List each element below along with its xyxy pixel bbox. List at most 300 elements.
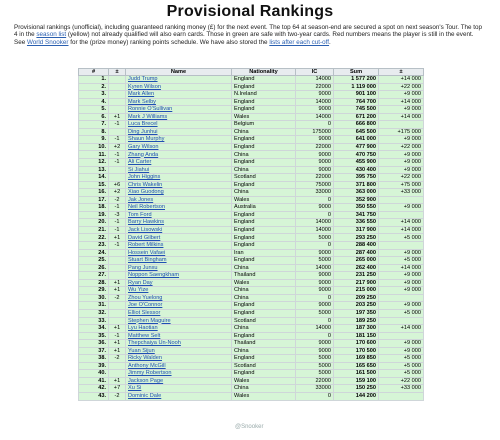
table-row <box>79 121 424 129</box>
sum-cell: 217 900 <box>334 279 379 287</box>
player-name-link[interactable]: Dominic Dale <box>126 392 232 400</box>
player-name-link[interactable]: Ronnie O'Sullivan <box>126 106 232 114</box>
diff-cell: +9 000 <box>379 204 424 212</box>
rank-cell: 37. <box>79 347 109 355</box>
ic-cell: 5000 <box>296 355 334 363</box>
ic-cell: 75000 <box>296 181 334 189</box>
player-name-link[interactable]: Joe O'Connor <box>126 302 232 310</box>
header-name[interactable]: Name <box>126 69 232 76</box>
table-row <box>79 279 424 287</box>
table-row <box>79 226 424 234</box>
table-body <box>79 76 424 401</box>
nationality-cell: England <box>232 136 296 144</box>
nationality-cell: England <box>232 98 296 106</box>
rank-cell: 7. <box>79 121 109 129</box>
sum-cell: 203 250 <box>334 302 379 310</box>
world-snooker-link[interactable]: World Snooker <box>26 38 69 46</box>
sum-cell: 764 700 <box>334 98 379 106</box>
player-name-link[interactable]: Stephen Maguire <box>126 317 232 325</box>
diff-cell: +9 000 <box>379 347 424 355</box>
nationality-cell: England <box>232 370 296 378</box>
rank-cell: 33. <box>79 317 109 325</box>
diff-cell: +9 000 <box>379 106 424 114</box>
rank-cell: 14. <box>79 174 109 182</box>
table-row <box>79 332 424 340</box>
change-cell <box>109 317 126 325</box>
ic-cell: 0 <box>296 196 334 204</box>
nationality-cell: England <box>232 332 296 340</box>
ic-cell: 22000 <box>296 143 334 151</box>
player-name-link[interactable]: Jack Lisowski <box>126 226 232 234</box>
sum-cell: 470 750 <box>334 151 379 159</box>
player-name-link[interactable]: Barry Hawkins <box>126 219 232 227</box>
player-name-link[interactable]: Stuart Bingham <box>126 257 232 265</box>
diff-cell: +5 000 <box>379 257 424 265</box>
sum-cell: 288 400 <box>334 242 379 250</box>
diff-cell <box>379 294 424 302</box>
nationality-cell: N.Ireland <box>232 91 296 99</box>
player-name-link[interactable]: Robert Milkins <box>126 242 232 250</box>
ic-cell: 5000 <box>296 370 334 378</box>
nationality-cell: China <box>232 189 296 197</box>
player-name-link[interactable]: Kyren Wilson <box>126 83 232 91</box>
sum-cell: 1 119 000 <box>334 83 379 91</box>
diff-cell: +22 000 <box>379 143 424 151</box>
player-name-link[interactable]: Thepchaiya Un-Nooh <box>126 340 232 348</box>
rank-cell: 32. <box>79 309 109 317</box>
sum-cell: 336 550 <box>334 219 379 227</box>
ic-cell: 33000 <box>296 385 334 393</box>
nationality-cell: Wales <box>232 113 296 121</box>
diff-cell: +5 000 <box>379 370 424 378</box>
change-cell: -1 <box>109 332 126 340</box>
rank-cell: 2. <box>79 83 109 91</box>
change-cell <box>109 249 126 257</box>
rank-cell: 36. <box>79 340 109 348</box>
nationality-cell: Belgium <box>232 121 296 129</box>
nationality-cell: China <box>232 151 296 159</box>
sum-cell: 209 250 <box>334 294 379 302</box>
nationality-cell: Scotland <box>232 362 296 370</box>
player-name-link[interactable]: John Higgins <box>126 174 232 182</box>
player-name-link[interactable]: Mark J Williams <box>126 113 232 121</box>
change-cell: -1 <box>109 242 126 250</box>
diff-cell: +5 000 <box>379 362 424 370</box>
ic-cell: 14000 <box>296 325 334 333</box>
rank-cell: 23. <box>79 242 109 250</box>
player-name-link[interactable]: Wu Yize <box>126 287 232 295</box>
diff-cell: +9 000 <box>379 136 424 144</box>
player-name-link[interactable]: Mark Selby <box>126 98 232 106</box>
sum-cell: 395 750 <box>334 174 379 182</box>
sum-cell: 169 850 <box>334 355 379 363</box>
rank-cell: 1. <box>79 76 109 84</box>
change-cell <box>109 257 126 265</box>
ic-cell: 9000 <box>296 302 334 310</box>
player-name-link[interactable]: Tom Ford <box>126 211 232 219</box>
rankings-table <box>78 68 424 401</box>
sum-cell: 161 500 <box>334 370 379 378</box>
sum-cell: 150 250 <box>334 385 379 393</box>
diff-cell: +14 000 <box>379 226 424 234</box>
ic-cell: 9000 <box>296 106 334 114</box>
table-row <box>79 219 424 227</box>
table-row <box>79 76 424 84</box>
table-header-row <box>79 69 424 76</box>
sum-cell: 645 500 <box>334 128 379 136</box>
ic-cell: 9000 <box>296 347 334 355</box>
change-cell <box>109 76 126 84</box>
diff-cell <box>379 121 424 129</box>
change-cell <box>109 264 126 272</box>
player-name-link[interactable]: Gary Wilson <box>126 143 232 151</box>
sum-cell: 265 000 <box>334 257 379 265</box>
header-sum[interactable]: Sum <box>334 69 379 76</box>
diff-cell: +14 000 <box>379 98 424 106</box>
table-row <box>79 196 424 204</box>
change-cell <box>109 362 126 370</box>
table-row <box>79 204 424 212</box>
sum-cell: 350 550 <box>334 204 379 212</box>
diff-cell: +9 000 <box>379 159 424 167</box>
change-cell: -1 <box>109 219 126 227</box>
ic-cell: 0 <box>296 317 334 325</box>
table-row <box>79 249 424 257</box>
nationality-cell: England <box>232 226 296 234</box>
player-name-link[interactable]: Elliot Slessor <box>126 309 232 317</box>
rank-cell: 6. <box>79 113 109 121</box>
player-name-link[interactable]: Neil Robertson <box>126 204 232 212</box>
rank-cell: 25. <box>79 257 109 265</box>
change-cell <box>109 91 126 99</box>
change-cell: -1 <box>109 151 126 159</box>
player-name-link[interactable]: Chris Wakelin <box>126 181 232 189</box>
diff-cell: +14 000 <box>379 325 424 333</box>
rank-cell: 16. <box>79 189 109 197</box>
ic-cell: 0 <box>296 211 334 219</box>
nationality-cell: China <box>232 264 296 272</box>
ic-cell: 9000 <box>296 272 334 280</box>
ic-cell: 5000 <box>296 234 334 242</box>
rank-cell: 17. <box>79 196 109 204</box>
ic-cell: 33000 <box>296 189 334 197</box>
player-name-link[interactable]: Xiao Guodong <box>126 189 232 197</box>
nationality-cell: England <box>232 309 296 317</box>
diff-cell <box>379 317 424 325</box>
rank-cell: 26. <box>79 264 109 272</box>
sum-cell: 641 000 <box>334 136 379 144</box>
sum-cell: 287 400 <box>334 249 379 257</box>
rank-cell: 22. <box>79 234 109 242</box>
change-cell <box>109 272 126 280</box>
rank-cell: 10. <box>79 143 109 151</box>
nationality-cell: China <box>232 325 296 333</box>
ic-cell: 0 <box>296 242 334 250</box>
player-name-link[interactable]: Matthew Selt <box>126 332 232 340</box>
sum-cell: 901 100 <box>334 91 379 99</box>
ic-cell: 175000 <box>296 128 334 136</box>
player-name-link[interactable]: Ryan Day <box>126 279 232 287</box>
diff-cell: +5 000 <box>379 309 424 317</box>
diff-cell <box>379 392 424 400</box>
player-name-link[interactable]: Yuan Sijun <box>126 347 232 355</box>
rank-cell: 39. <box>79 362 109 370</box>
change-cell: -2 <box>109 294 126 302</box>
ic-cell: 9000 <box>296 204 334 212</box>
table-row <box>79 287 424 295</box>
change-cell: +1 <box>109 377 126 385</box>
watermark: @Snooker <box>235 424 264 430</box>
player-name-link[interactable]: Si Jiahui <box>126 166 232 174</box>
diff-cell: +5 000 <box>379 234 424 242</box>
player-name-link[interactable]: Mark Allen <box>126 91 232 99</box>
change-cell <box>109 166 126 174</box>
table-row <box>79 136 424 144</box>
table-row <box>79 317 424 325</box>
header-ic[interactable]: IC <box>296 69 334 76</box>
sum-cell: 215 000 <box>334 287 379 295</box>
rank-cell: 5. <box>79 106 109 114</box>
nationality-cell: Iran <box>232 249 296 257</box>
diff-cell <box>379 242 424 250</box>
change-cell: -1 <box>109 159 126 167</box>
nationality-cell: England <box>232 159 296 167</box>
table-row <box>79 143 424 151</box>
player-name-link[interactable]: Zhou Yuelong <box>126 294 232 302</box>
sum-cell: 170 500 <box>334 347 379 355</box>
diff-cell <box>379 211 424 219</box>
change-cell: -2 <box>109 392 126 400</box>
nationality-cell: China <box>232 347 296 355</box>
ic-cell: 9000 <box>296 91 334 99</box>
rank-cell: 11. <box>79 151 109 159</box>
nationality-cell: China <box>232 287 296 295</box>
rank-cell: 31. <box>79 302 109 310</box>
table-row <box>79 257 424 265</box>
nationality-cell: Australia <box>232 204 296 212</box>
player-name-link[interactable]: Hossein Vafaei <box>126 249 232 257</box>
diff-cell <box>379 196 424 204</box>
rank-cell: 21. <box>79 226 109 234</box>
table-row <box>79 98 424 106</box>
player-name-link[interactable]: Ricky Walden <box>126 355 232 363</box>
player-name-link[interactable]: Ali Carter <box>126 159 232 167</box>
table-row <box>79 347 424 355</box>
ic-cell: 9000 <box>296 340 334 348</box>
player-name-link[interactable]: Pang Junxu <box>126 264 232 272</box>
change-cell: -1 <box>109 226 126 234</box>
diff-cell: +9 000 <box>379 279 424 287</box>
player-name-link[interactable]: Xu Si <box>126 385 232 393</box>
sum-cell: 197 350 <box>334 309 379 317</box>
change-cell: -3 <box>109 211 126 219</box>
sum-cell: 371 800 <box>334 181 379 189</box>
header-change[interactable]: ± <box>109 69 126 76</box>
rank-cell: 4. <box>79 98 109 106</box>
rank-cell: 42. <box>79 385 109 393</box>
sum-cell: 189 250 <box>334 317 379 325</box>
change-cell: +2 <box>109 189 126 197</box>
ic-cell: 5000 <box>296 362 334 370</box>
diff-cell: +9 000 <box>379 151 424 159</box>
diff-cell: +22 000 <box>379 377 424 385</box>
rank-cell: 19. <box>79 211 109 219</box>
sum-cell: 293 250 <box>334 234 379 242</box>
player-name-link[interactable]: Judd Trump <box>126 76 232 84</box>
player-name-link[interactable]: Jimmy Robertson <box>126 370 232 378</box>
intro-part-1: Provisional rankings (unofficial), including guaranteed ranking money (£) for the next event. The top 64 at season-end are secured a spot on next season's Tour. The top 4 in the <box>14 24 483 39</box>
sum-cell: 666 800 <box>334 121 379 129</box>
nationality-cell: England <box>232 83 296 91</box>
sum-cell: 159 100 <box>334 377 379 385</box>
player-name-link[interactable]: Shaun Murphy <box>126 136 232 144</box>
header-nationality[interactable]: Nationality <box>232 69 296 76</box>
nationality-cell: Scotland <box>232 174 296 182</box>
table-row <box>79 242 424 250</box>
table-row <box>79 392 424 400</box>
rank-cell: 8. <box>79 128 109 136</box>
change-cell: -1 <box>109 204 126 212</box>
change-cell <box>109 83 126 91</box>
ic-cell: 9000 <box>296 279 334 287</box>
ic-cell: 22000 <box>296 83 334 91</box>
nationality-cell: China <box>232 166 296 174</box>
sum-cell: 165 650 <box>334 362 379 370</box>
table-row <box>79 325 424 333</box>
nationality-cell: England <box>232 302 296 310</box>
nationality-cell: England <box>232 106 296 114</box>
change-cell: +2 <box>109 143 126 151</box>
intro-part-3: for the (prize money) ranking points schedule. We have also stored the <box>68 38 270 46</box>
ic-cell: 22000 <box>296 174 334 182</box>
diff-cell: +175 000 <box>379 128 424 136</box>
table-row <box>79 166 424 174</box>
intro-part-2: (yellow) not already qualified will also earn cards. Those in green are safe with two-year cards. Red numbers means the player is still in the event. See <box>14 31 474 46</box>
change-cell <box>109 174 126 182</box>
table-row <box>79 181 424 189</box>
header-diff[interactable]: ± <box>379 69 424 76</box>
rank-cell: 38. <box>79 355 109 363</box>
player-name-link[interactable]: Jak Jones <box>126 196 232 204</box>
nationality-cell: England <box>232 211 296 219</box>
nationality-cell: Thailand <box>232 272 296 280</box>
ic-cell: 0 <box>296 294 334 302</box>
sum-cell: 181 150 <box>334 332 379 340</box>
rank-cell: 30. <box>79 294 109 302</box>
ic-cell: 0 <box>296 392 334 400</box>
table-row <box>79 159 424 167</box>
player-name-link[interactable]: Noppon Saengkham <box>126 272 232 280</box>
table-row <box>79 294 424 302</box>
change-cell: +6 <box>109 181 126 189</box>
table-row <box>79 340 424 348</box>
player-name-link[interactable]: Luca Brecel <box>126 121 232 129</box>
rank-cell: 9. <box>79 136 109 144</box>
table-row <box>79 83 424 91</box>
cutoff-lists-link[interactable]: lists after each cut-off <box>269 38 330 46</box>
ic-cell: 0 <box>296 332 334 340</box>
rank-cell: 20. <box>79 219 109 227</box>
player-name-link[interactable]: Zhang Anda <box>126 151 232 159</box>
change-cell: -1 <box>109 136 126 144</box>
rank-cell: 41. <box>79 377 109 385</box>
diff-cell: +9 000 <box>379 166 424 174</box>
diff-cell: +14 000 <box>379 76 424 84</box>
sum-cell: 144 200 <box>334 392 379 400</box>
ic-cell: 9000 <box>296 151 334 159</box>
table-row <box>79 151 424 159</box>
nationality-cell: Thailand <box>232 340 296 348</box>
change-cell: +1 <box>109 347 126 355</box>
rank-cell: 28. <box>79 279 109 287</box>
player-name-link[interactable]: Lyu Haotian <box>126 325 232 333</box>
rank-cell: 24. <box>79 249 109 257</box>
rank-cell: 27. <box>79 272 109 280</box>
change-cell: +1 <box>109 325 126 333</box>
ic-cell: 9000 <box>296 136 334 144</box>
rank-cell: 3. <box>79 91 109 99</box>
table-row <box>79 211 424 219</box>
sum-cell: 430 400 <box>334 166 379 174</box>
diff-cell: +75 000 <box>379 181 424 189</box>
table-row <box>79 302 424 310</box>
rank-cell: 34. <box>79 325 109 333</box>
ic-cell: 14000 <box>296 264 334 272</box>
rank-cell: 18. <box>79 204 109 212</box>
change-cell: +1 <box>109 287 126 295</box>
page-title: Provisional Rankings <box>166 3 334 20</box>
table-row <box>79 91 424 99</box>
ic-cell: 14000 <box>296 219 334 227</box>
sum-cell: 262 400 <box>334 264 379 272</box>
diff-cell: +9 000 <box>379 249 424 257</box>
ic-cell: 5000 <box>296 309 334 317</box>
table-row <box>79 128 424 136</box>
player-name-link[interactable]: Jackson Page <box>126 377 232 385</box>
change-cell <box>109 309 126 317</box>
diff-cell: +9 000 <box>379 91 424 99</box>
change-cell: +1 <box>109 234 126 242</box>
change-cell <box>109 106 126 114</box>
ic-cell: 22000 <box>296 377 334 385</box>
ic-cell: 9000 <box>296 249 334 257</box>
change-cell: -2 <box>109 196 126 204</box>
rank-cell: 29. <box>79 287 109 295</box>
player-name-link[interactable]: Ding Junhui <box>126 128 232 136</box>
diff-cell: +14 000 <box>379 113 424 121</box>
player-name-link[interactable]: David Gilbert <box>126 234 232 242</box>
change-cell: +1 <box>109 340 126 348</box>
diff-cell: +9 000 <box>379 272 424 280</box>
diff-cell <box>379 332 424 340</box>
rank-cell: 13. <box>79 166 109 174</box>
table-row <box>79 355 424 363</box>
nationality-cell: England <box>232 143 296 151</box>
table-row <box>79 174 424 182</box>
season-list-link[interactable]: season list <box>36 31 67 39</box>
player-name-link[interactable]: Anthony McGill <box>126 362 232 370</box>
nationality-cell: Wales <box>232 279 296 287</box>
diff-cell: +22 000 <box>379 83 424 91</box>
nationality-cell: China <box>232 128 296 136</box>
ic-cell: 14000 <box>296 113 334 121</box>
change-cell <box>109 128 126 136</box>
nationality-cell: Wales <box>232 196 296 204</box>
header-rank[interactable]: # <box>79 69 109 76</box>
rank-cell: 43. <box>79 392 109 400</box>
nationality-cell: Scotland <box>232 317 296 325</box>
table-row <box>79 264 424 272</box>
